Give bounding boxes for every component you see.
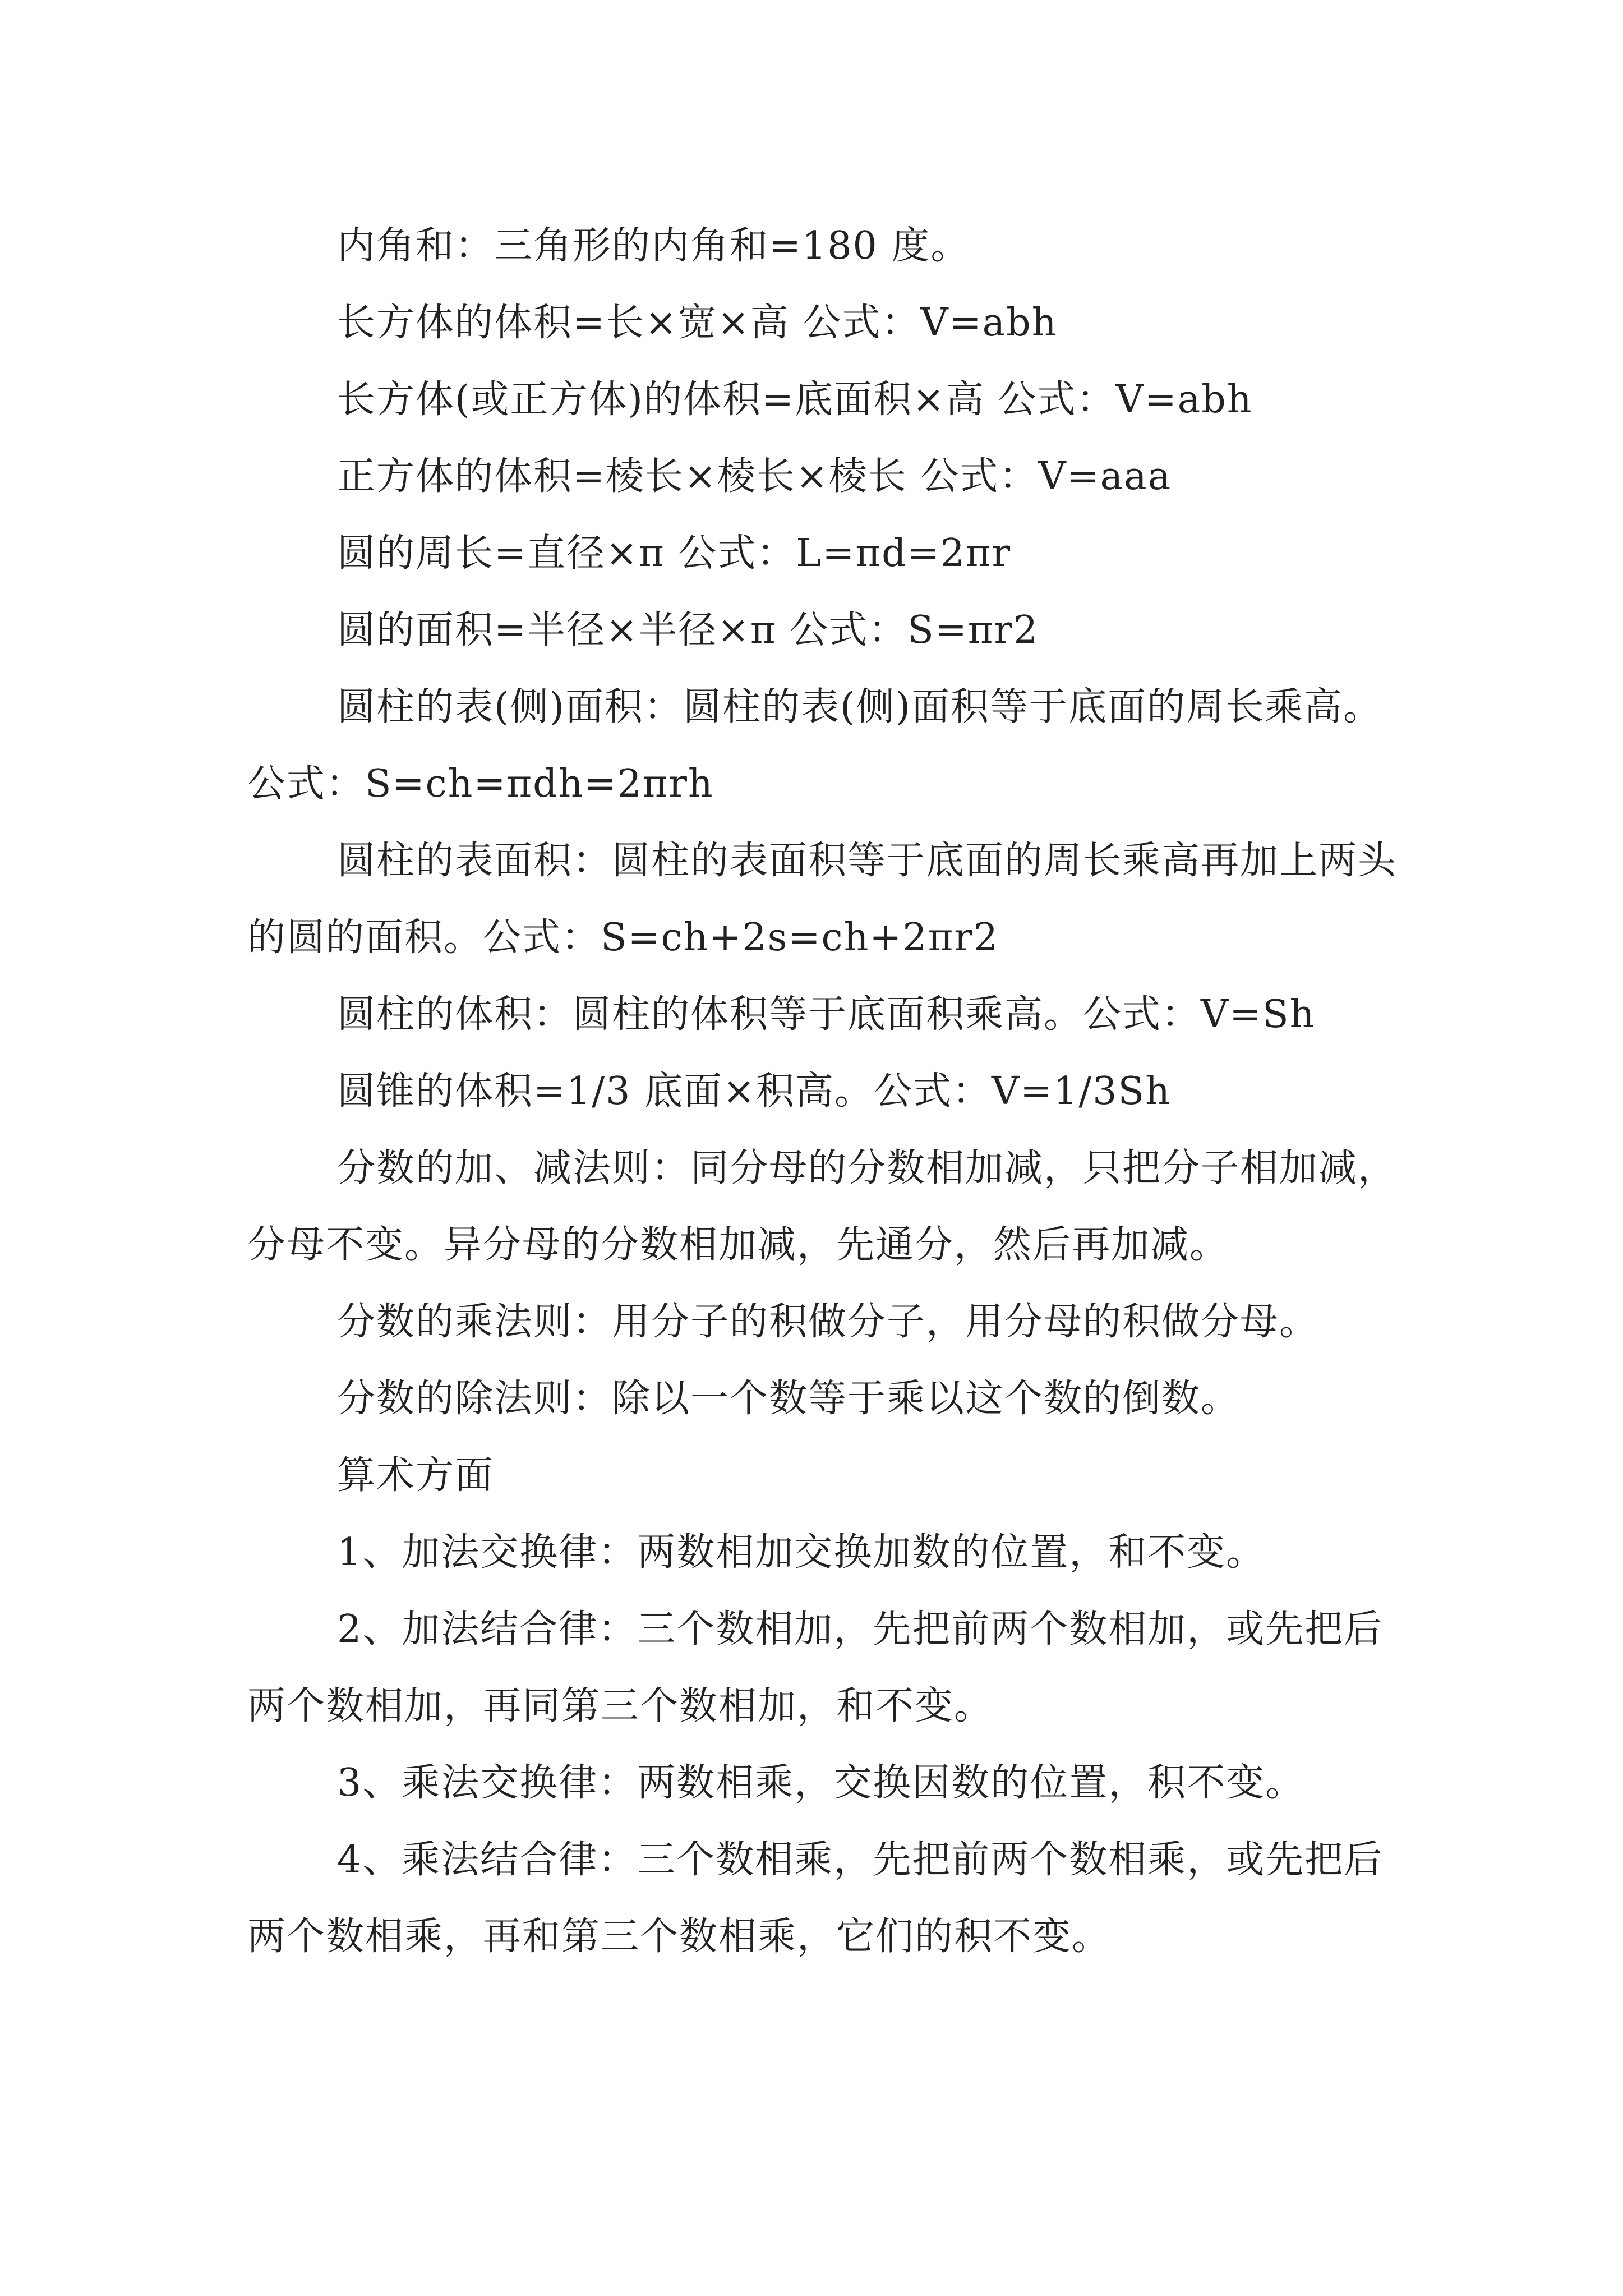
document-body [247, 208, 1397, 1975]
paragraph-cone-volume: 圆锥的体积=1/3 底面×积高。公式：V=1/3Sh [337, 1069, 1171, 1114]
paragraph-fraction-multiply: 分数的乘法则：用分子的积做分子，用分母的积做分母。 [337, 1300, 1319, 1344]
paragraph-cube-volume: 正方体的体积=棱长×棱长×棱长 公式：V=aaa [337, 454, 1172, 499]
paragraph-cylinder-volume: 圆柱的体积：圆柱的体积等于底面积乘高。公式：V=Sh [337, 992, 1316, 1037]
paragraph-circle-area: 圆的面积=半径×半径×π 公式：S=πr2 [337, 608, 1039, 652]
paragraph-addition-commutative: 1、加法交换律：两数相加交换加数的位置，和不变。 [337, 1530, 1266, 1575]
paragraph-multiplication-associative: 4、乘法结合律：三个数相乘，先把前两个数相乘，或先把后两个数相乘，再和第三个数相乘，它们的积不变。 [247, 1838, 1384, 1959]
paragraph-cylinder-lateral-area: 圆柱的表(侧)面积：圆柱的表(侧)面积等于底面的周长乘高。公式：S=ch=πdh=2πrh [247, 685, 1383, 806]
paragraph-cuboid-cube-volume: 长方体(或正方体)的体积=底面积×高 公式：V=abh [337, 378, 1253, 422]
paragraph-fraction-divide: 分数的除法则：除以一个数等于乘以这个数的倒数。 [337, 1377, 1241, 1421]
paragraph-cuboid-volume: 长方体的体积=长×宽×高 公式：V=abh [337, 301, 1058, 345]
paragraph-addition-associative: 2、加法结合律：三个数相加，先把前两个数相加，或先把后两个数相加，再同第三个数相加，和不变。 [247, 1607, 1384, 1728]
paragraph-circle-circumference: 圆的周长=直径×π 公式：L=πd=2πr [337, 531, 1012, 576]
section-heading-arithmetic: 算术方面 [337, 1453, 495, 1498]
paragraph-triangle-angle-sum: 内角和：三角形的内角和=180 度。 [337, 224, 970, 268]
paragraph-fraction-add-subtract: 分数的加、减法则：同分母的分数相加减，只把分子相加减，分母不变。异分母的分数相加减，先通分，然后再加减。 [247, 1146, 1398, 1267]
paragraph-multiplication-commutative: 3、乘法交换律：两数相乘，交换因数的位置，积不变。 [337, 1761, 1305, 1805]
paragraph-cylinder-surface-area: 圆柱的表面积：圆柱的表面积等于底面的周长乘高再加上两头的圆的面积。公式：S=ch+2s=ch+2πr2 [247, 839, 1398, 960]
